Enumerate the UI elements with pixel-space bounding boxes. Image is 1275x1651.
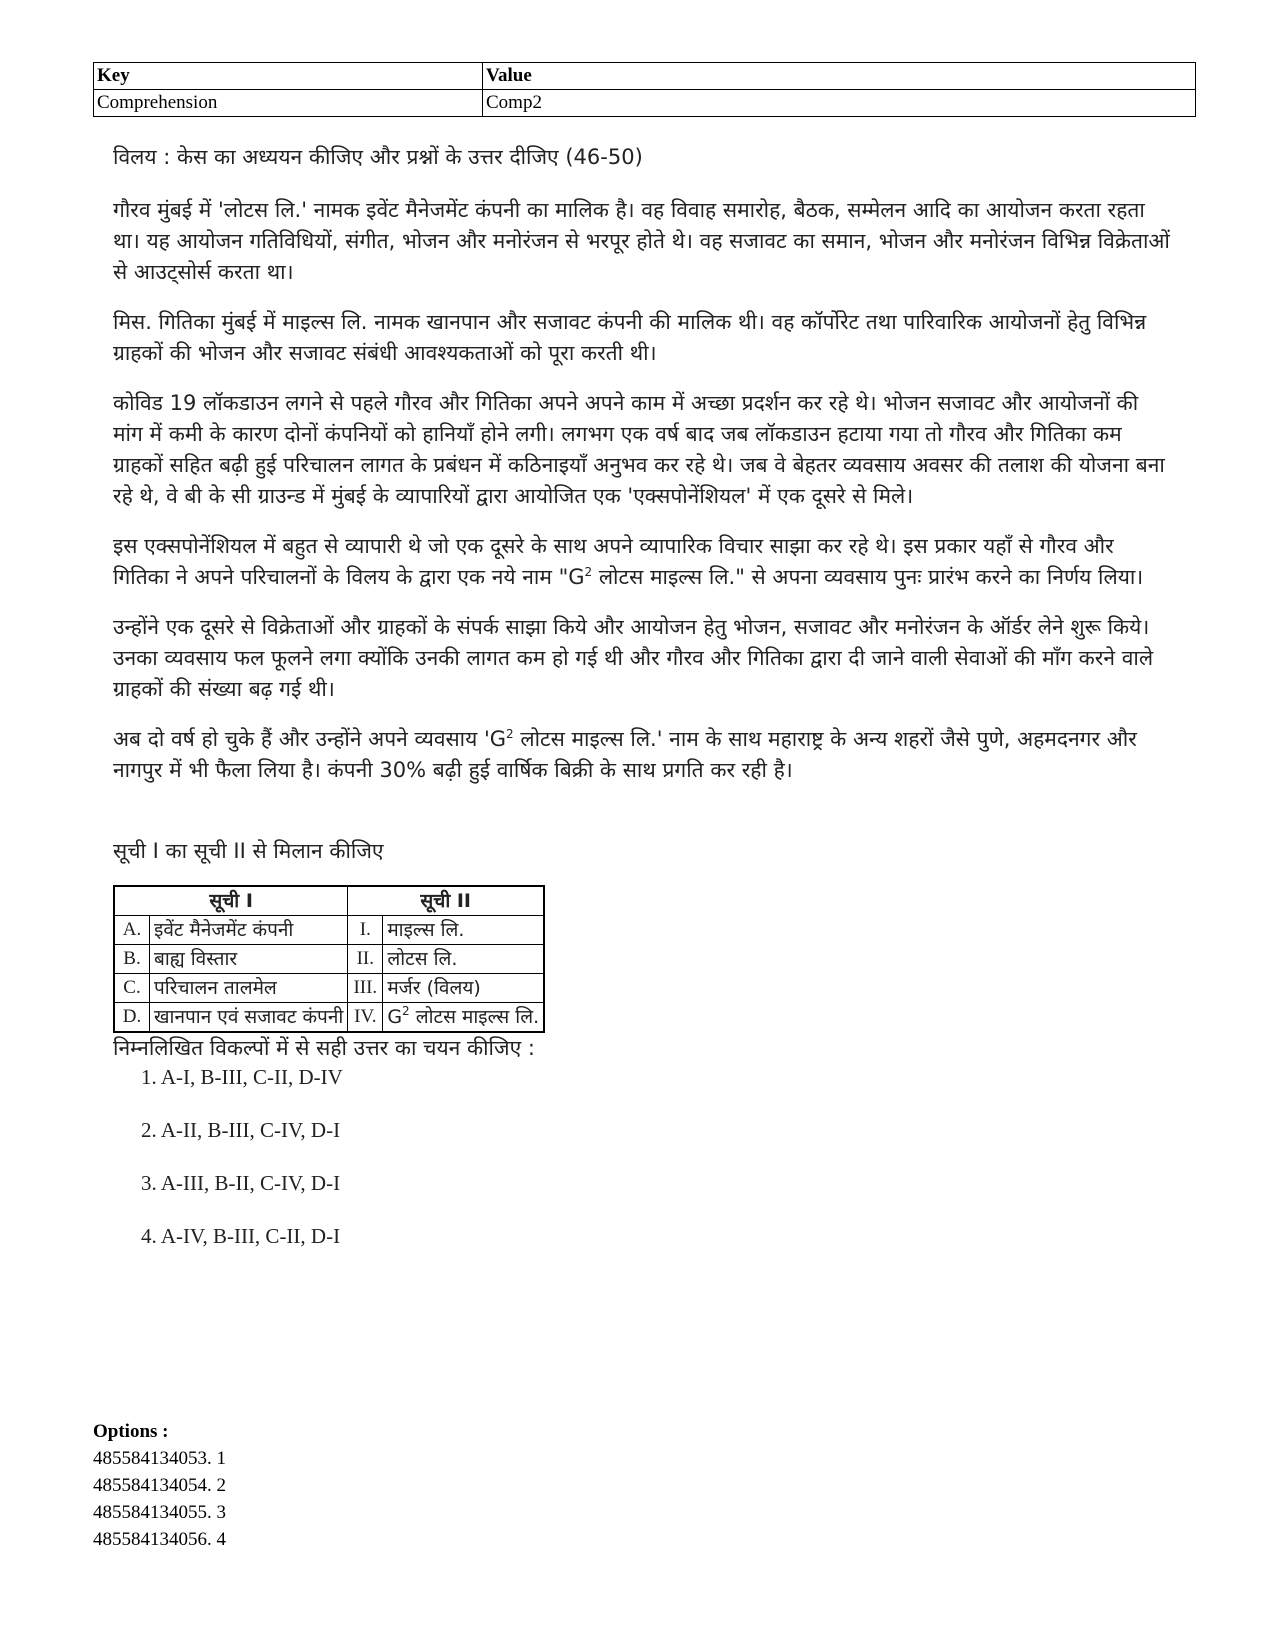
match-row: D. खानपान एवं सजावट कंपनी IV. $G^2$ लोटस माइल्स लि.: [114, 1003, 544, 1033]
choice-1[interactable]: 1. A-I, B-III, C-II, D-IV: [141, 1065, 343, 1089]
option-id-2: 485584134054. 2: [93, 1475, 226, 1496]
match-row: A. इवेंट मैनेजमेंट कंपनी I. माइल्स लि.: [114, 916, 544, 945]
options-block: [93, 1418, 226, 1553]
key-header: Key: [94, 63, 483, 90]
value-header: Value: [483, 63, 1196, 90]
case-paragraph-3: कोविड 19 लॉकडाउन लगने से पहले गौरव और गितिका अपने अपने काम में अच्छा प्रदर्शन कर रहे थे। भोजन सजावट और आयोजनों की मांग में कमी के कारण दोनों कंपनियों को हानियाँ होने लगी। लगभग एक वर्ष बाद जब लॉकडाउन हटाया गया तो गौरव और गितिका कम ग्राहकों सहित बढ़ी हुई परिचालन लागत के प्रबंधन में कठिनाइयाँ अनुभव कर रहे थे। जब वे बेहतर व्यवसाय अवसर की तलाश की योजना बना रहे थे, वे बी के सी ग्राउन्ड में मुंबई के व्यापारियों द्वारा आयोजित एक 'एक्सपोनेंशियल' में एक दूसरे से मिले।: [113, 391, 1165, 508]
case-paragraph-1: गौरव मुंबई में 'लोटस लि.' नामक इवेंट मैनेजमेंट कंपनी का मालिक है। वह विवाह समारोह, बैठक, सम्मेलन आदि का आयोजन करता रहता था। यह आयोजन गतिविधियों, संगीत, भोजन और मनोरंजन से भरपूर होते थे। वह सजावट का समान, भोजन और मनोरंजन विभिन्न विक्रेताओं से आउट्सोर्स करता था।: [113, 198, 1170, 284]
match-row: C. परिचालन तालमेल III. मर्जर (विलय): [114, 974, 544, 1003]
option-id-1: 485584134053. 1: [93, 1448, 226, 1469]
case-title: विलय : केस का अध्ययन कीजिए और प्रश्नों के उत्तर दीजिए (46-50): [113, 145, 643, 169]
case-paragraph-6: अब दो वर्ष हो चुके हैं और उन्होंने अपने व्यवसाय '$G^2$ लोटस माइल्स लि.' नाम के साथ महाराष्ट्र के अन्य शहरों जैसे पुणे, अहमदनगर और नागपुर में भी फैला लिया है। कंपनी 30% बढ़ी हुई वार्षिक बिक्री के साथ प्रगति कर रही है।: [113, 727, 1137, 782]
choice-2[interactable]: 2. A-II, B-III, C-IV, D-I: [141, 1118, 341, 1142]
list-1-header: सूची I: [114, 886, 348, 916]
key-cell: Comprehension: [94, 90, 483, 117]
key-value-row: [94, 90, 1196, 117]
choice-4[interactable]: 4. A-IV, B-III, C-II, D-I: [141, 1224, 341, 1248]
key-value-header-row: [94, 63, 1196, 90]
case-paragraph-4: इस एक्सपोनेंशियल में बहुत से व्यापारी थे जो एक दूसरे के साथ अपने व्यापारिक विचार साझा कर रहे थे। इस प्रकार यहाँ से गौरव और गितिका ने अपने परिचालनों के विलय के द्वारा एक नये नाम "$G^2$ लोटस माइल्स लि." से अपना व्यवसाय पुनः प्रारंभ करने का निर्णय लिया।: [113, 534, 1144, 589]
choice-list: [113, 1064, 1173, 1249]
option-id-3: 485584134055. 3: [93, 1502, 226, 1523]
match-table: [113, 885, 545, 1033]
key-value-table: [93, 62, 1196, 117]
case-paragraph-2: मिस. गितिका मुंबई में माइल्स लि. नामक खानपान और सजावट कंपनी की मालिक थी। वह कॉर्पोरेट तथा पारिवारिक आयोजनों हेतु विभिन्न ग्राहकों की भोजन और सजावट संबंधी आवश्यकताओं को पूरा करती थी।: [113, 310, 1147, 365]
value-cell: Comp2: [483, 90, 1196, 117]
case-paragraph-5: उन्होंने एक दूसरे से विक्रेताओं और ग्राहकों के संपर्क साझा किये और आयोजन हेतु भोजन, सजावट और मनोरंजन के ऑर्डर लेने शुरू किये। उनका व्यवसाय फल फूलने लगा क्योंकि उनकी लागत कम हो गई थी और गौरव और गितिका द्वारा दी जाने वाली सेवाओं की माँग करने वाले ग्राहकों की संख्या बढ़ गई थी।: [113, 615, 1154, 701]
question-content: [113, 142, 1173, 1276]
match-instruction: सूची I का सूची II से मिलान कीजिए: [113, 839, 384, 863]
match-row: B. बाह्य विस्तार II. लोटस लि.: [114, 945, 544, 974]
choice-3[interactable]: 3. A-III, B-II, C-IV, D-I: [141, 1171, 341, 1195]
options-label: Options :: [93, 1421, 169, 1442]
list-2-header: सूची II: [348, 886, 544, 916]
option-id-4: 485584134056. 4: [93, 1529, 226, 1550]
match-header-row: [114, 886, 544, 916]
choose-instruction: निम्नलिखित विकल्पों में से सही उत्तर का चयन कीजिए :: [113, 1036, 535, 1060]
